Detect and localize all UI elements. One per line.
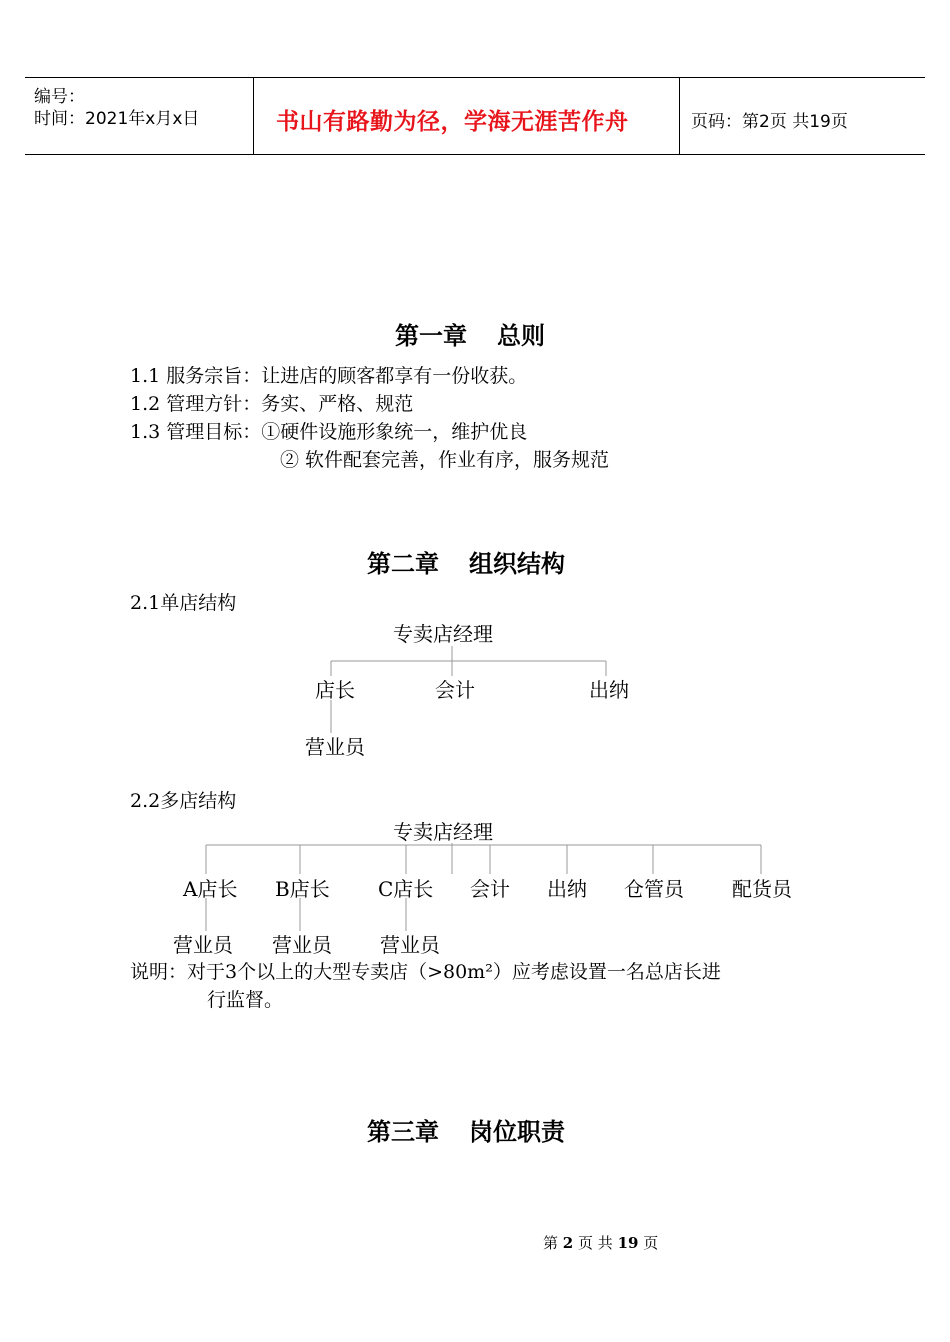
multi-child-cashier: 出纳 xyxy=(547,877,587,901)
footer-prefix: 第 xyxy=(543,1234,559,1252)
single-store-heading: 2.1单店结构 xyxy=(130,592,237,614)
chapter1-item-3: 1.3 管理目标：①硬件设施形象统一，维护优良 xyxy=(130,421,528,443)
single-child-accountant: 会计 xyxy=(435,678,475,702)
chapter1-title-name: 总则 xyxy=(497,322,545,350)
single-child-store-manager: 店长 xyxy=(315,678,355,702)
footer-page-number: 2 xyxy=(562,1234,574,1252)
footer-suffix: 页 xyxy=(643,1234,659,1252)
chapter2-title-name: 组织结构 xyxy=(469,550,565,578)
header-motto: 书山有路勤为径，学海无涯苦作舟 xyxy=(276,109,629,135)
chapter1-item-1: 1.1 服务宗旨：让进店的顾客都享有一份收获。 xyxy=(130,365,528,387)
page-footer xyxy=(543,1232,658,1253)
multi-child-a-store-manager: A店长 xyxy=(183,877,238,901)
single-child-cashier: 出纳 xyxy=(589,678,629,702)
multi-root-node: 专卖店经理 xyxy=(393,820,493,844)
footer-middle: 页 共 xyxy=(578,1234,613,1252)
single-root-node: 专卖店经理 xyxy=(393,622,493,646)
footer-total-pages: 19 xyxy=(617,1234,639,1252)
multi-sub-salesperson-a: 营业员 xyxy=(173,933,233,957)
structure-note-line2: 行监督。 xyxy=(207,989,284,1011)
chapter1-item-3-continued: ② 软件配套完善，作业有序，服务规范 xyxy=(280,449,610,471)
doc-number-label: 编号： xyxy=(34,87,85,107)
multi-child-c-store-manager: C店长 xyxy=(378,877,434,901)
multi-child-accountant: 会计 xyxy=(470,877,510,901)
multi-store-heading: 2.2多店结构 xyxy=(130,790,237,812)
multi-child-b-store-manager: B店长 xyxy=(275,877,330,901)
header-page-label: 页码：第2页 共19页 xyxy=(691,112,848,132)
doc-time-label: 时间：2021年x月x日 xyxy=(34,109,200,129)
chapter3-title-name: 岗位职责 xyxy=(469,1118,565,1146)
multi-sub-salesperson-b: 营业员 xyxy=(272,933,332,957)
chapter3-title xyxy=(367,1112,565,1147)
chapter1-title-number: 第一章 xyxy=(395,322,467,350)
multi-child-distributor: 配货员 xyxy=(732,877,792,901)
chapter3-title-number: 第三章 xyxy=(367,1118,439,1146)
chapter2-title-number: 第二章 xyxy=(367,550,439,578)
structure-note-line1: 说明：对于3个以上的大型专卖店（>80m²）应考虑设置一名总店长进 xyxy=(130,961,721,983)
multi-sub-salesperson-c: 营业员 xyxy=(380,933,440,957)
chapter1-item-2: 1.2 管理方针：务实、严格、规范 xyxy=(130,393,414,415)
multi-child-warehouse-keeper: 仓管员 xyxy=(624,877,684,901)
single-sub-salesperson: 营业员 xyxy=(305,735,365,759)
